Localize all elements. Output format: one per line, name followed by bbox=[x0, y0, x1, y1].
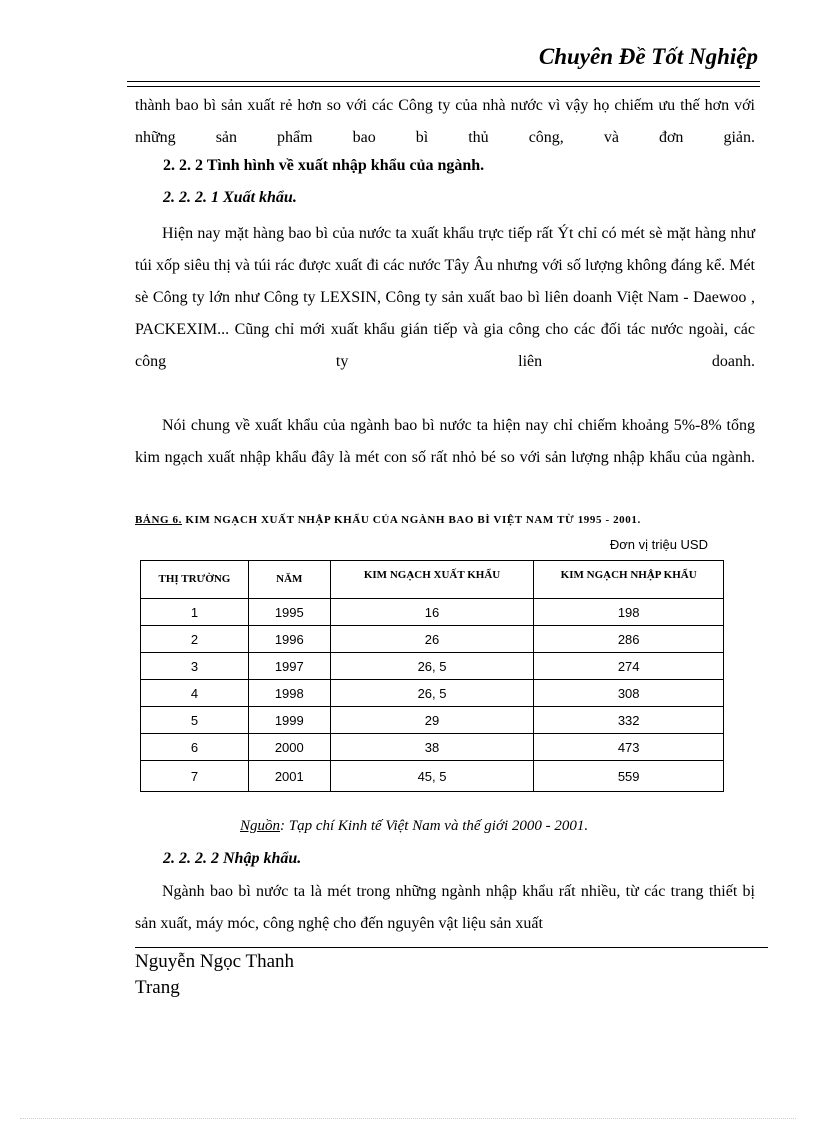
cell-export: 29 bbox=[330, 707, 534, 734]
paragraph-export-share: Nói chung về xuất khẩu của ngành bao bì nước ta hiện nay chỉ chiếm khoảng 5%-8% tổng kim ngạch xuất nhập khẩu đây là mét con số rất nhỏ bé so với sản lượng nhập khẩu của ngành. bbox=[135, 417, 755, 466]
footer-author-line1: Nguyễn Ngọc Thanh bbox=[135, 951, 295, 972]
cell-import: 198 bbox=[534, 599, 724, 626]
subsection-heading-export: 2. 2. 2. 1 Xuất khẩu. bbox=[163, 189, 297, 206]
cell-import: 274 bbox=[534, 653, 724, 680]
cell-export: 26, 5 bbox=[330, 653, 534, 680]
page-header-title: Chuyên Đề Tốt Nghiệp bbox=[538, 44, 758, 69]
import-export-table bbox=[140, 560, 724, 792]
column-header-year: NĂM bbox=[248, 561, 330, 599]
cell-export: 26 bbox=[330, 626, 534, 653]
table-row bbox=[141, 761, 724, 792]
source-text: : Tạp chí Kinh tế Việt Nam và thế giới 2000 - 2001. bbox=[280, 818, 589, 834]
cell-year: 1999 bbox=[248, 707, 330, 734]
cell-index: 3 bbox=[141, 653, 249, 680]
cell-year: 2000 bbox=[248, 734, 330, 761]
cell-import: 332 bbox=[534, 707, 724, 734]
cell-export: 16 bbox=[330, 599, 534, 626]
cell-index: 1 bbox=[141, 599, 249, 626]
table-row bbox=[141, 707, 724, 734]
cell-import: 286 bbox=[534, 626, 724, 653]
paragraph-import: Ngành bao bì nước ta là mét trong những ngành nhập khẩu rất nhiều, từ các trang thiết bị sản xuất, máy móc, công nghệ cho đến nguyên vật liệu sản xuất bbox=[135, 883, 755, 932]
cell-year: 1997 bbox=[248, 653, 330, 680]
cell-import: 308 bbox=[534, 680, 724, 707]
page-bottom-border bbox=[20, 1118, 796, 1119]
table-source-note bbox=[240, 818, 588, 835]
cell-export: 26, 5 bbox=[330, 680, 534, 707]
column-header-export: KIM NGẠCH XUẤT KHẨU bbox=[330, 561, 534, 599]
header-divider bbox=[127, 81, 760, 87]
cell-index: 2 bbox=[141, 626, 249, 653]
table-caption bbox=[135, 514, 641, 526]
cell-year: 1998 bbox=[248, 680, 330, 707]
paragraph-export-status: Hiện nay mặt hàng bao bì của nước ta xuất khẩu trực tiếp rất Ýt chỉ có mét sè mặt hàng như túi xốp siêu thị và túi rác được xuất đi các nước Tây Âu nhưng với số lượng không đáng kể. Mét sè Công ty lớn như Công ty LEXSIN, Công ty sản xuất bao bì liên doanh Việt Nam - Daewoo , PACKEXIM... Cũng chỉ mới xuất khẩu gián tiếp và gia công cho các đối tác nước ngoài, các công ty liên doanh. bbox=[135, 225, 755, 370]
footer-author bbox=[135, 949, 335, 1001]
paragraph-intro: thành bao bì sản xuất rẻ hơn so với các Công ty của nhà nước vì vậy họ chiếm ưu thế hơn với những sản phẩm bao bì thủ công, và đơn giản. bbox=[135, 97, 755, 146]
cell-index: 6 bbox=[141, 734, 249, 761]
cell-export: 45, 5 bbox=[330, 761, 534, 792]
cell-import: 473 bbox=[534, 734, 724, 761]
cell-export: 38 bbox=[330, 734, 534, 761]
cell-year: 1995 bbox=[248, 599, 330, 626]
column-header-market: THỊ TRƯỜNG bbox=[141, 561, 249, 599]
table-unit-note: Đơn vị triệu USD bbox=[609, 537, 708, 552]
cell-index: 4 bbox=[141, 680, 249, 707]
cell-year: 1996 bbox=[248, 626, 330, 653]
table-header-row bbox=[141, 561, 724, 599]
table-row bbox=[141, 734, 724, 761]
cell-year: 2001 bbox=[248, 761, 330, 792]
cell-import: 559 bbox=[534, 761, 724, 792]
cell-index: 7 bbox=[141, 761, 249, 792]
subsection-heading-import: 2. 2. 2. 2 Nhập khẩu. bbox=[163, 850, 302, 867]
table-row bbox=[141, 653, 724, 680]
cell-index: 5 bbox=[141, 707, 249, 734]
footer-divider bbox=[135, 947, 768, 948]
table-row bbox=[141, 626, 724, 653]
table-row bbox=[141, 680, 724, 707]
footer-author-line2: Trang bbox=[135, 977, 180, 998]
column-header-import: KIM NGẠCH NHẬP KHẨU bbox=[534, 561, 724, 599]
table-caption-label: BẢNG 6. bbox=[135, 514, 182, 526]
table-row bbox=[141, 599, 724, 626]
section-heading-import-export: 2. 2. 2 Tình hình về xuất nhập khẩu của ngành. bbox=[163, 157, 485, 174]
source-label: Nguồn bbox=[240, 818, 281, 834]
table-caption-text: KIM NGẠCH XUẤT NHẬP KHẨU CỦA NGÀNH BAO BÌ VIỆT NAM TỪ 1995 - 2001. bbox=[181, 514, 641, 526]
